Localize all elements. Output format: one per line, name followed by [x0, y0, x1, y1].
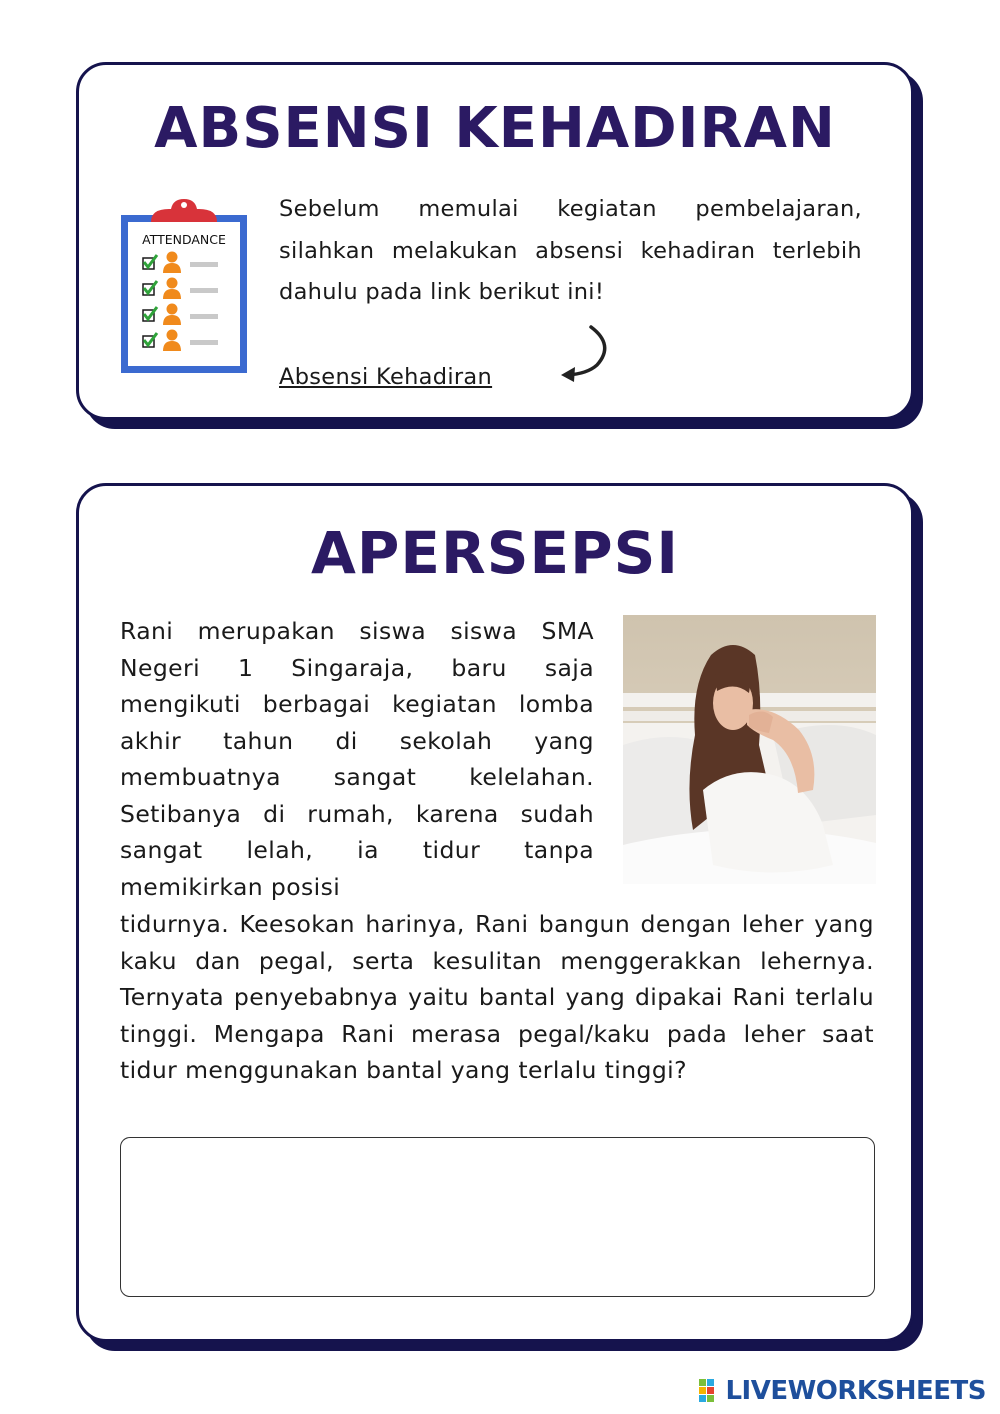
attendance-link-row: [279, 356, 492, 398]
curved-arrow-icon: [557, 323, 615, 383]
attendance-clipboard-icon: [119, 195, 249, 375]
liveworksheets-logo-icon: [699, 1379, 723, 1403]
answer-input[interactable]: [121, 1138, 874, 1296]
apersepsi-card: [76, 483, 914, 1342]
story-paragraph-part2: tidurnya. Keesokan harinya, Rani bangun dengan leher yang kaku dan pegal, serta kesulitan menggerakkan lehernya. Ternyata penyebabnya yaitu bantal yang dipakai Rani terlalu tinggi. Mengapa Rani merasa pegal/kaku pada leher saat tidur menggunakan bantal yang terlalu tinggi?: [120, 910, 874, 1085]
liveworksheets-brand-text: LIVEWORKSHEETS: [725, 1376, 986, 1406]
apersepsi-title: APERSEPSI: [311, 519, 679, 587]
answer-box[interactable]: [120, 1137, 875, 1297]
attendance-link[interactable]: Absensi Kehadiran: [279, 364, 493, 390]
attendance-card: [76, 62, 914, 420]
story-paragraph-part1: Rani merupakan siswa siswa SMA Negeri 1 Singaraja, baru saja mengikuti berbagai kegiatan lomba akhir tahun di sekolah yang membuatnya sangat kelelahan. Setibanya di rumah, karena sudah sangat lelah, ia tidur tanpa memikirkan posisi: [120, 617, 594, 901]
sleeping-girl-photo: [623, 615, 876, 884]
attendance-icon-label: ATTENDANCE: [142, 232, 226, 247]
liveworksheets-brand: [699, 1374, 986, 1408]
attendance-intro-text: Sebelum memulai kegiatan pembelajaran, silahkan melakukan absensi kehadiran terlebih dahulu pada link berikut ini!: [279, 196, 862, 305]
attendance-title: ABSENSI KEHADIRAN: [154, 96, 836, 161]
